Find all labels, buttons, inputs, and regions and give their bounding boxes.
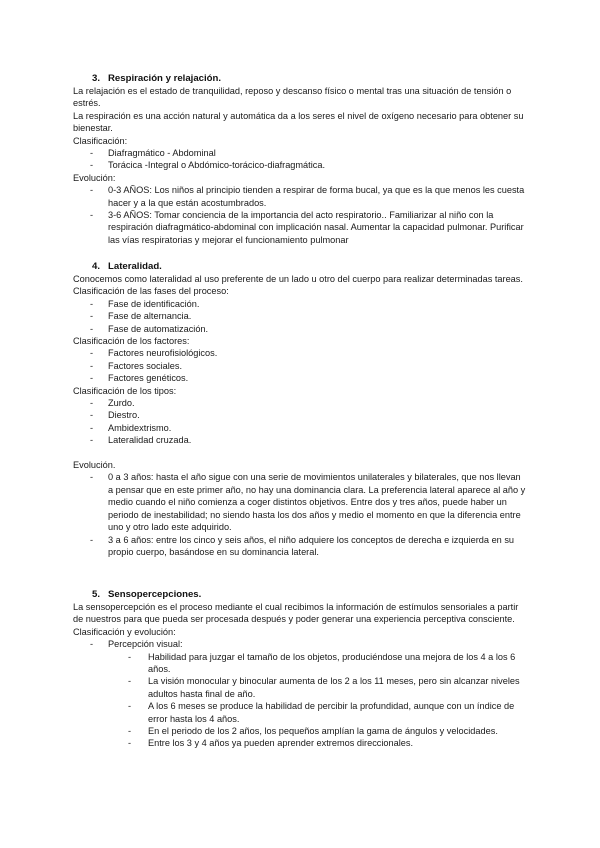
section-title: Sensopercepciones. — [108, 589, 202, 600]
list-label: Evolución. — [73, 460, 116, 471]
bullet-dash: - — [90, 298, 94, 309]
percepcion-visual-list — [73, 651, 528, 750]
bullet-dash: - — [90, 410, 94, 421]
list-item: - Diestro. — [90, 410, 140, 421]
list-item: - 3-6 AÑOS: Tomar conciencia de la importancia del acto respiratorio.. Familiarizar al niño con la respiración diafragmático-abdominal con implicación nasal. Aumentar la capacidad pulmonar. Purificar las vías respiratorias y mejorar el funcionamiento pulmonar — [90, 210, 524, 245]
list-item: - Factores genéticos. — [90, 373, 189, 384]
blank-line — [73, 447, 528, 459]
section-lateralidad — [73, 261, 528, 558]
bullet-dash: - — [90, 210, 94, 221]
list-item: - Torácica -Integral o Abdómico-torácico-diafragmática. — [90, 160, 326, 171]
list-item: - A los 6 meses se produce la habilidad de percibir la profundidad, aunque con un índice de error hasta los 4 años. — [128, 701, 515, 724]
list-item: - 3 a 6 años: entre los cinco y seis años, el niño adquiere los conceptos de derecha e izquierda en su propio cuerpo, basándose en su dominancia lateral. — [90, 534, 515, 557]
list-item: - Factores neurofisiológicos. — [90, 348, 218, 359]
bullet-dash: - — [128, 726, 132, 737]
list-item: - Entre los 3 y 4 años ya pueden aprender extremos direccionales. — [128, 738, 414, 749]
factores-list — [73, 347, 528, 384]
list-item: - Fase de identificación. — [90, 298, 200, 309]
section-title: Respiración y relajación. — [108, 73, 222, 84]
section-heading — [73, 589, 528, 601]
list-item: - 0 a 3 años: hasta el año sigue con una serie de movimientos unilaterales y bilaterales, que nos llevan a pensar que en este primer año, no hay una dominancia clara. La preferencia lateral aparece al año y medio cuando el niño comienza a coger distintos objetivos. Entre dos y tres años, puede haber un periodo de inestabilidad; no siendo hasta los dos años y medio el momento en que la diferencia entre uno y otro lado este adquirido. — [90, 472, 526, 533]
section-sensopercepciones — [73, 589, 528, 750]
list-label: Clasificación de los tipos: — [73, 385, 177, 396]
bullet-dash: - — [90, 534, 94, 545]
list-item: - Factores sociales. — [90, 360, 183, 371]
list-item: - Fase de automatización. — [90, 323, 209, 334]
list-item: - Ambidextrismo. — [90, 422, 172, 433]
list-item: - Diafragmático - Abdominal — [90, 148, 216, 159]
list-label: Evolución: — [73, 172, 116, 183]
section-number: 5. — [92, 589, 101, 600]
list-label: Clasificación de las fases del proceso: — [73, 286, 229, 297]
list-label: Clasificación: — [73, 135, 128, 146]
sensopercepcion-list — [73, 638, 528, 650]
bullet-dash: - — [90, 373, 94, 384]
paragraph: La sensopercepción es el proceso mediante el cual recibimos la información de estímulos sensoriales a partir de nuestros para que pueda ser procesada después y poder generar una experiencia perceptiva consciente. Clasificación y evolución: — [73, 602, 519, 637]
bullet-dash: - — [128, 738, 132, 749]
bullet-dash: - — [90, 160, 94, 171]
section-number: 3. — [92, 73, 101, 84]
bullet-dash: - — [90, 311, 94, 322]
paragraph: Conocemos como lateralidad al uso preferente de un lado u otro del cuerpo para realizar determinadas tareas. — [73, 274, 523, 284]
list-item: - 0-3 AÑOS: Los niños al principio tienden a respirar de forma bucal, ya que es la que menos les cuesta hacer y a la que están acostumbrados. — [90, 185, 525, 208]
section-heading — [73, 261, 528, 273]
section-title: Lateralidad. — [108, 261, 162, 272]
bullet-dash: - — [90, 422, 94, 433]
section-heading — [73, 73, 528, 85]
bullet-dash: - — [90, 348, 94, 359]
list-item: - Percepción visual: — [90, 639, 183, 650]
list-item: - En el periodo de los 2 años, los pequeños amplían la gama de ángulos y velocidades. — [128, 726, 498, 737]
list-item: - Zurdo. — [90, 398, 135, 409]
bullet-dash: - — [90, 323, 94, 334]
section-respiracion — [73, 73, 528, 246]
list-item: - Habilidad para juzgar el tamaño de los objetos, produciéndose una mejora de los 4 a los 6 años. — [128, 651, 516, 675]
clasificacion-list — [73, 147, 528, 172]
bullet-dash: - — [90, 360, 94, 371]
list-item: - La visión monocular y binocular aumenta de los 2 a los 11 meses, pero sin alcanzar niveles adultos hasta final de año. — [128, 676, 520, 699]
tipos-list — [73, 397, 528, 447]
bullet-dash: - — [90, 472, 94, 483]
bullet-dash: - — [90, 148, 94, 159]
bullet-dash: - — [90, 185, 94, 196]
fases-list — [73, 298, 528, 335]
bullet-dash: - — [128, 676, 132, 687]
bullet-dash: - — [128, 701, 132, 712]
paragraph: La relajación es el estado de tranquilidad, reposo y descanso físico o mental tras una situación de tensión o estrés. — [73, 86, 512, 109]
bullet-dash: - — [128, 651, 132, 662]
evolucion-list — [73, 184, 528, 246]
list-label: Clasificación de los factores: — [73, 336, 190, 347]
bullet-dash: - — [90, 435, 94, 446]
paragraph: La respiración es una acción natural y automática da a los seres el nivel de oxígeno necesario para obtener su bienestar. — [73, 110, 524, 134]
list-item: - Lateralidad cruzada. — [90, 435, 192, 446]
bullet-dash: - — [90, 398, 94, 409]
bullet-dash: - — [90, 639, 94, 650]
section-number: 4. — [92, 261, 101, 272]
list-item: - Fase de alternancia. — [90, 311, 192, 322]
evolucion-list — [73, 471, 528, 558]
